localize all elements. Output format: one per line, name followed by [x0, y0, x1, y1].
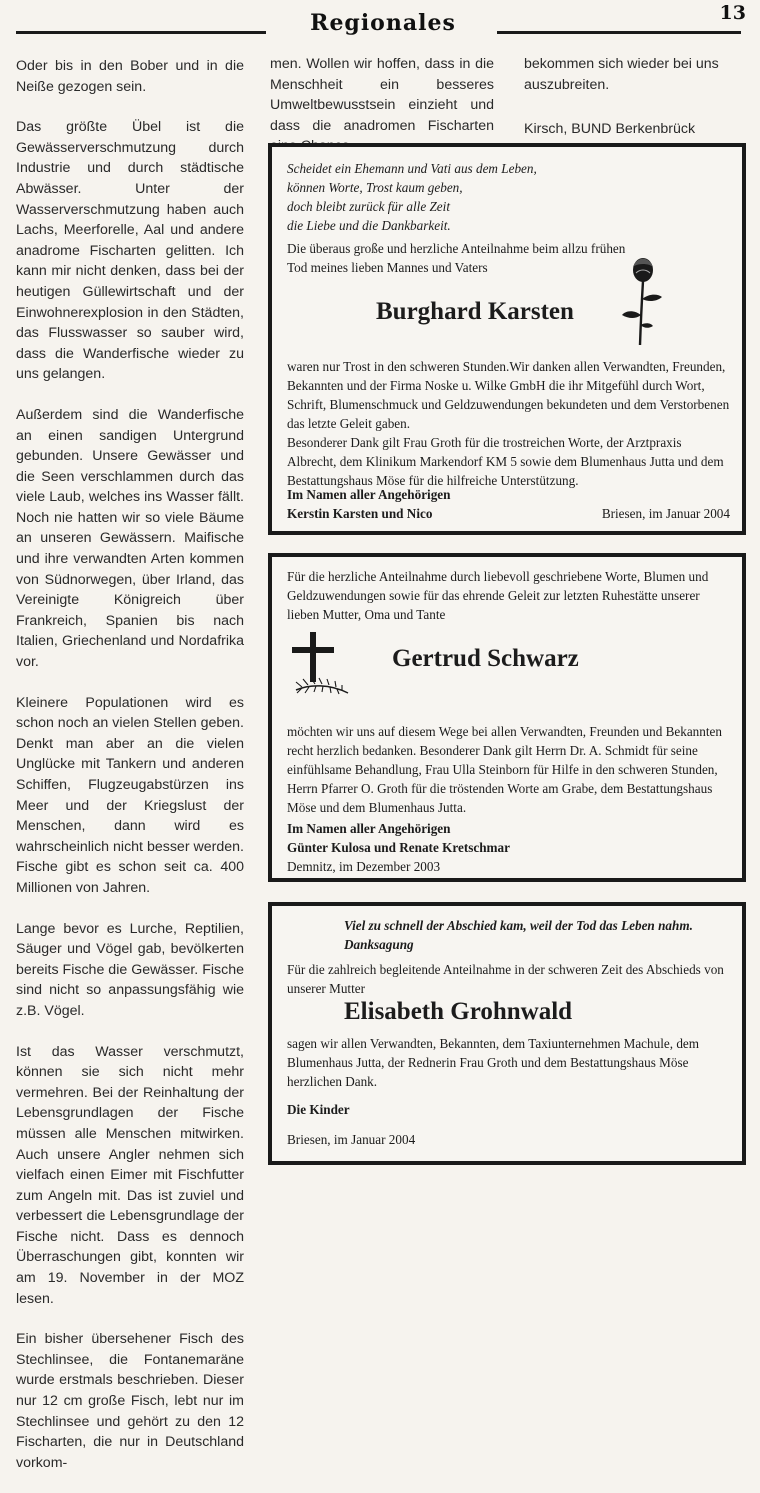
- place-date: Briesen, im Januar 2004: [287, 1132, 416, 1147]
- obituary-notice-grohnwald: [268, 902, 746, 1165]
- header-rule-right: [497, 31, 741, 34]
- article-continuation: men. Wollen wir hoffen, dass in die Menschheit ein besseres Umweltbewusstsein einzieht und dass die anadromen Fischarten: [270, 56, 494, 134]
- deceased-name: Gertrud Schwarz: [392, 645, 579, 672]
- notice-headline: Viel zu schnell der Abschied kam, weil der Tod das Leben nahm. Danksagung: [344, 918, 693, 952]
- article-end: [524, 54, 746, 140]
- header-rule-left: [16, 31, 266, 34]
- article-paragraph: Das größte Übel ist die Gewässerverschmutzung durch Industrie und durch städtische Abwässer. Unter der Wasserverschmutzung haben auch Lachs, Meerforelle, Aal und andere anadrome Fischarten gelitten. Ich kann mir nicht denken, dass bei der heutigen Güllewirtschaft und der Einwohnerexplosion in den Städten, das Flusswasser so sauber wird, dass die Wanderfische wieder zu uns gelangen.: [16, 119, 244, 383]
- article-paragraph: Ein bisher übersehener Fisch des Stechlinsee, die Fontanemaräne wurde erstmals beschrieben. Dieser nur 12 cm große Fisch, lebt nur im Stechlinsee und gehört zu den 12 Fischarten, die nur in Deutschland vorkom-: [16, 1331, 244, 1471]
- obituary-notice-schwarz: [268, 553, 746, 882]
- place-date: Demnitz, im Dezember 2003: [287, 859, 441, 874]
- article-paragraph: Ist das Wasser verschmutzt, können sie sich nicht mehr vermehren. Bei der Reinhaltung der Lebensgrundlagen der Fische müssen alle Menschen mitwirken. Auch unsere Angler nehmen sich vielfach einen Eimer mit Fischfutter zum Angeln mit. Das ist zuviel und verbessert die Lebensgrundlage der Fische nicht. Dass es dennoch Überraschungen gibt, konnten wir am 19. November in der MOZ lesen.: [16, 1043, 244, 1307]
- signature-line: Im Namen aller Angehörigen: [287, 821, 451, 836]
- notice-body: waren nur Trost in den schweren Stunden.Wir danken allen Verwandten, Freunden, Bekannten und der Firma Noske u. Wilke GmbH die ihr Mitgefühl durch Wort, Schrift, Blumenschmuck und Geldzuwendungen bekundeten und dem Verstorbenen das letzte Geleit gaben. Besonderer Dank gilt Frau Groth für die trostreichen Worte, der Arztpraxis Albrecht, dem Klinikum Markendorf KM 5 sowie dem Blumenhaus Jutta und dem Bestattungshaus Möse für die hilfreiche Unterstützung.: [287, 359, 730, 488]
- article-paragraph: Außerdem sind die Wanderfische an einen sandigen Untergrund gebunden. Unsere Gewässer und die Seen verschlammen durch das viele Laub, welches ins Wasser fällt. Noch nie hatten wir so viele Bäume an unseren Gewässern. Maifische und ihre verwandten Arten kommen von Südnorwegen, über Irland, das Vereinigte Königreich über Frankreich, Spanien bis nach Italien, Griechenland und Nordafrika vor.: [16, 406, 244, 671]
- article-paragraph: Kleinere Populationen wird es schon noch an vielen Stellen geben. Denkt man aber an die vielen Unglücke mit Tankern und anderen Schiffen, Flugzeugabstürzen ins Meer und der Kriegslust der Menschen, dann wird es wahrscheinlich nicht besser werden. Fische gibt es schon seit ca. 400 Millionen von Jahren.: [16, 694, 244, 896]
- cross-icon: [288, 630, 358, 702]
- notice-intro: Für die zahlreich begleitende Anteilnahme in der schweren Zeit des Abschieds von unserer Mutter: [287, 962, 724, 996]
- notice-intro: Die überaus große und herzliche Anteilnahme beim allzu frühen Tod meines lieben Mannes und Vaters: [287, 241, 626, 275]
- article-paragraph: bekommen sich wieder bei uns auszubreiten.: [524, 56, 719, 93]
- deceased-name: Elisabeth Grohnwald: [344, 998, 573, 1025]
- signature-line: Im Namen aller Angehörigen: [287, 487, 451, 502]
- notice-signature: [287, 819, 510, 857]
- notice-signature: [287, 485, 451, 523]
- notice-body: möchten wir uns auf diesem Wege bei allen Verwandten, Freunden und Bekannten recht herzlich bedanken. Besonderer Dank gilt Herrn Dr. A. Schmidt für seine einfühlsame Behandlung, Frau Ulla Steinborn für Hilfe in den schweren Stunden, Herrn Pfarrer O. Groth für die tröstenden Worte am Grabe, dem Bestattungshaus Möse und dem Blumenhaus Jutta.: [287, 724, 722, 815]
- signature-names: Günter Kulosa und Renate Kretschmar: [287, 840, 510, 855]
- article-signature: Kirsch, BUND Berkenbrück: [524, 121, 696, 138]
- signature-names: Die Kinder: [287, 1102, 350, 1117]
- notice-intro: Für die herzliche Anteilnahme durch liebevoll geschriebene Worte, Blumen und Geldzuwendungen sowie für das ehrende Geleit zur letzten Ruhestätte unserer lieben Mutter, Oma und Tante: [287, 569, 709, 622]
- place-date: Briesen, im Januar 2004: [601, 506, 730, 521]
- article-paragraph: Lange bevor es Lurche, Reptilien, Säuger und Vögel gab, bevölkerten bereits Fische die Gewässer. Fische sind nicht so anpassungsfähig wie z.B. Vögel.: [16, 920, 244, 1019]
- obituary-notice-karsten: [268, 143, 746, 535]
- rose-icon: [620, 253, 666, 347]
- article-paragraph: Oder bis in den Bober und in die Neiße gezogen sein.: [16, 58, 244, 95]
- article-column-1: [16, 56, 244, 1493]
- deceased-name: Burghard Karsten: [376, 298, 574, 325]
- notice-body: sagen wir allen Verwandten, Bekannten, dem Taxiunternehmen Machule, dem Blumenhaus Jutta, der Rednerin Frau Groth und dem Bestattungshaus Möse herzlichen Dank.: [287, 1036, 700, 1089]
- notice-poem: Scheidet ein Ehemann und Vati aus dem Leben, können Worte, Trost kaum geben, doch bleibt zurück für alle Zeit die Liebe und die Dankbarkeit.: [287, 161, 537, 233]
- signature-names: Kerstin Karsten und Nico: [287, 506, 433, 521]
- section-title: Regionales: [310, 10, 456, 36]
- page-number: 13: [719, 2, 746, 24]
